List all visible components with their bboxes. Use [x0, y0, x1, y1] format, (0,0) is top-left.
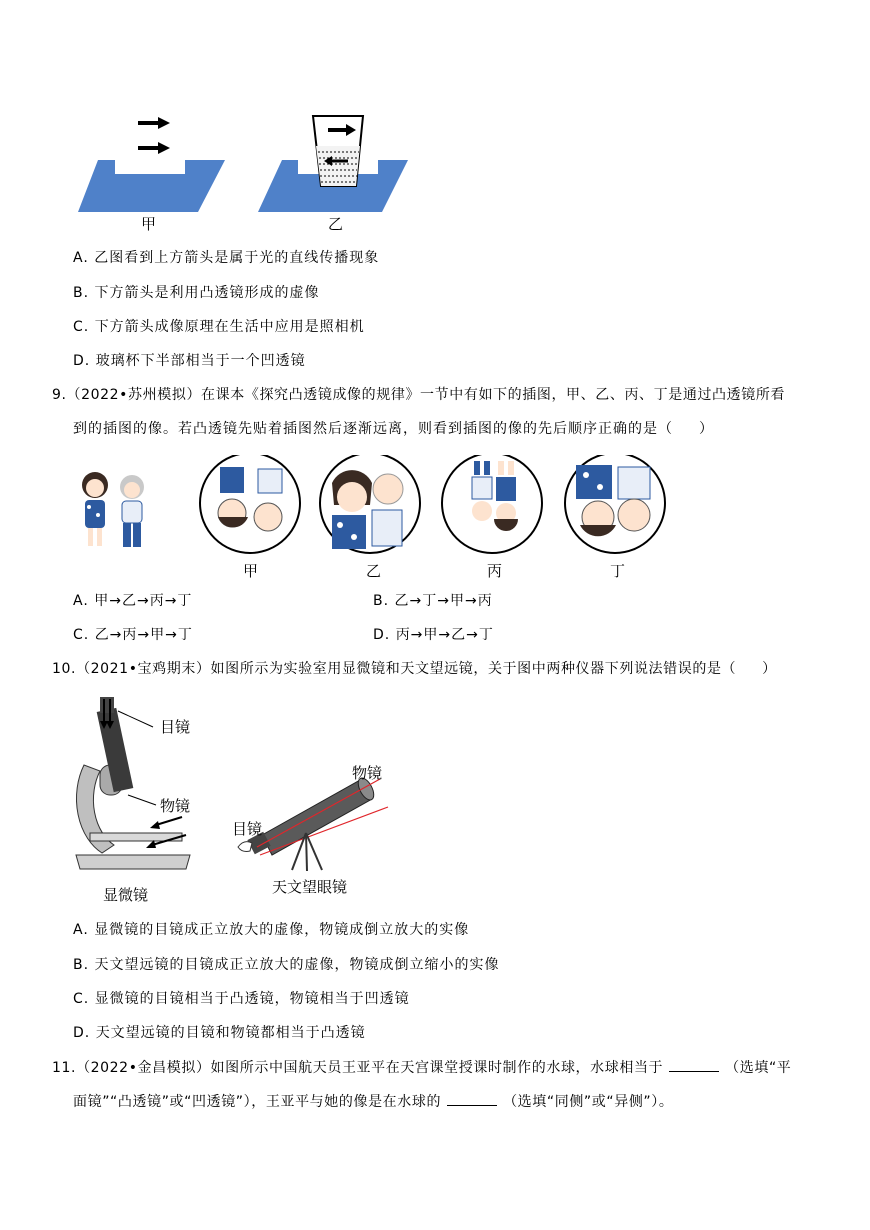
q10-label-telescope: 天文望眼镜 — [272, 878, 348, 896]
q9-label-jia: 甲 — [243, 562, 259, 580]
q10-option-b: B. 天文望远镜的目镜成正立放大的虚像，物镜成倒立缩小的实像 — [73, 957, 500, 973]
q11-blank-2 — [447, 1091, 497, 1106]
q10-stem: 10.（2021•宝鸡期末）如图所示为实验室用显微镜和天文望远镜，关于图中两种仪器下列说法错误的是（ ） — [52, 661, 777, 677]
q9-label-ding: 丁 — [610, 562, 626, 580]
q9-option-d: D. 丙→甲→乙→丁 — [373, 627, 494, 643]
lens-view-yi-icon — [320, 455, 420, 553]
q11-stem-line2: 面镜”“凸透镜”或“凹透镜”），王亚平与她的像是在水球的 （选填“同侧”或“异侧”）。 — [73, 1091, 674, 1112]
table-jia — [78, 160, 225, 212]
q10-figure — [70, 695, 400, 900]
kids-original-icon — [82, 472, 144, 547]
q9-label-bing: 丙 — [487, 562, 503, 580]
q8-option-c: C. 下方箭头成像原理在生活中应用是照相机 — [73, 319, 365, 335]
lens-view-ding-icon — [565, 455, 665, 553]
q9-option-c: C. 乙→丙→甲→丁 — [73, 627, 193, 643]
q11-stem-line1: 11.（2022•金昌模拟）如图所示中国航天员王亚平在天宫课堂授课时制作的水球，水球相当于 （选填“平 — [52, 1057, 791, 1078]
lens-view-bing-icon — [442, 455, 542, 553]
arrows-jia-icon — [138, 117, 170, 154]
q8-label-jia: 甲 — [141, 215, 157, 233]
lens-view-jia-icon — [200, 455, 300, 553]
q9-stem-line2: 到的插图的像。若凸透镜先贴着插图然后逐渐远离，则看到插图的像的先后顺序正确的是（ ） — [73, 421, 714, 437]
q10-label-eyepiece-telescope: 目镜 — [232, 820, 263, 838]
q8-option-a: A. 乙图看到上方箭头是属于光的直线传播现象 — [73, 250, 380, 266]
q9-option-b: B. 乙→丁→甲→丙 — [373, 593, 493, 609]
q8-option-d: D. 玻璃杯下半部相当于一个凹透镜 — [73, 353, 306, 369]
q8-figure — [70, 100, 420, 235]
q10-option-a: A. 显微镜的目镜成正立放大的虚像，物镜成倒立放大的实像 — [73, 922, 470, 938]
q10-label-microscope: 显微镜 — [103, 886, 149, 904]
q10-label-objective-telescope: 物镜 — [352, 764, 383, 782]
q8-label-yi: 乙 — [328, 215, 344, 233]
q10-option-d: D. 天文望远镜的目镜和物镜都相当于凸透镜 — [73, 1025, 366, 1041]
glass-icon — [313, 116, 363, 186]
q9-stem-line1: 9.（2022•苏州模拟）在课本《探究凸透镜成像的规律》一节中有如下的插图，甲、乙、丙、丁是通过凸透镜所看 — [52, 387, 786, 403]
q9-figure — [70, 455, 670, 560]
q9-label-yi: 乙 — [366, 562, 382, 580]
q10-label-objective-microscope: 物镜 — [160, 797, 191, 815]
q11-blank-1 — [669, 1057, 719, 1072]
q10-label-eyepiece-microscope: 目镜 — [160, 718, 191, 736]
q8-option-b: B. 下方箭头是利用凸透镜形成的虚像 — [73, 285, 320, 301]
q10-option-c: C. 显微镜的目镜相当于凸透镜，物镜相当于凹透镜 — [73, 991, 410, 1007]
q9-option-a: A. 甲→乙→丙→丁 — [73, 593, 193, 609]
